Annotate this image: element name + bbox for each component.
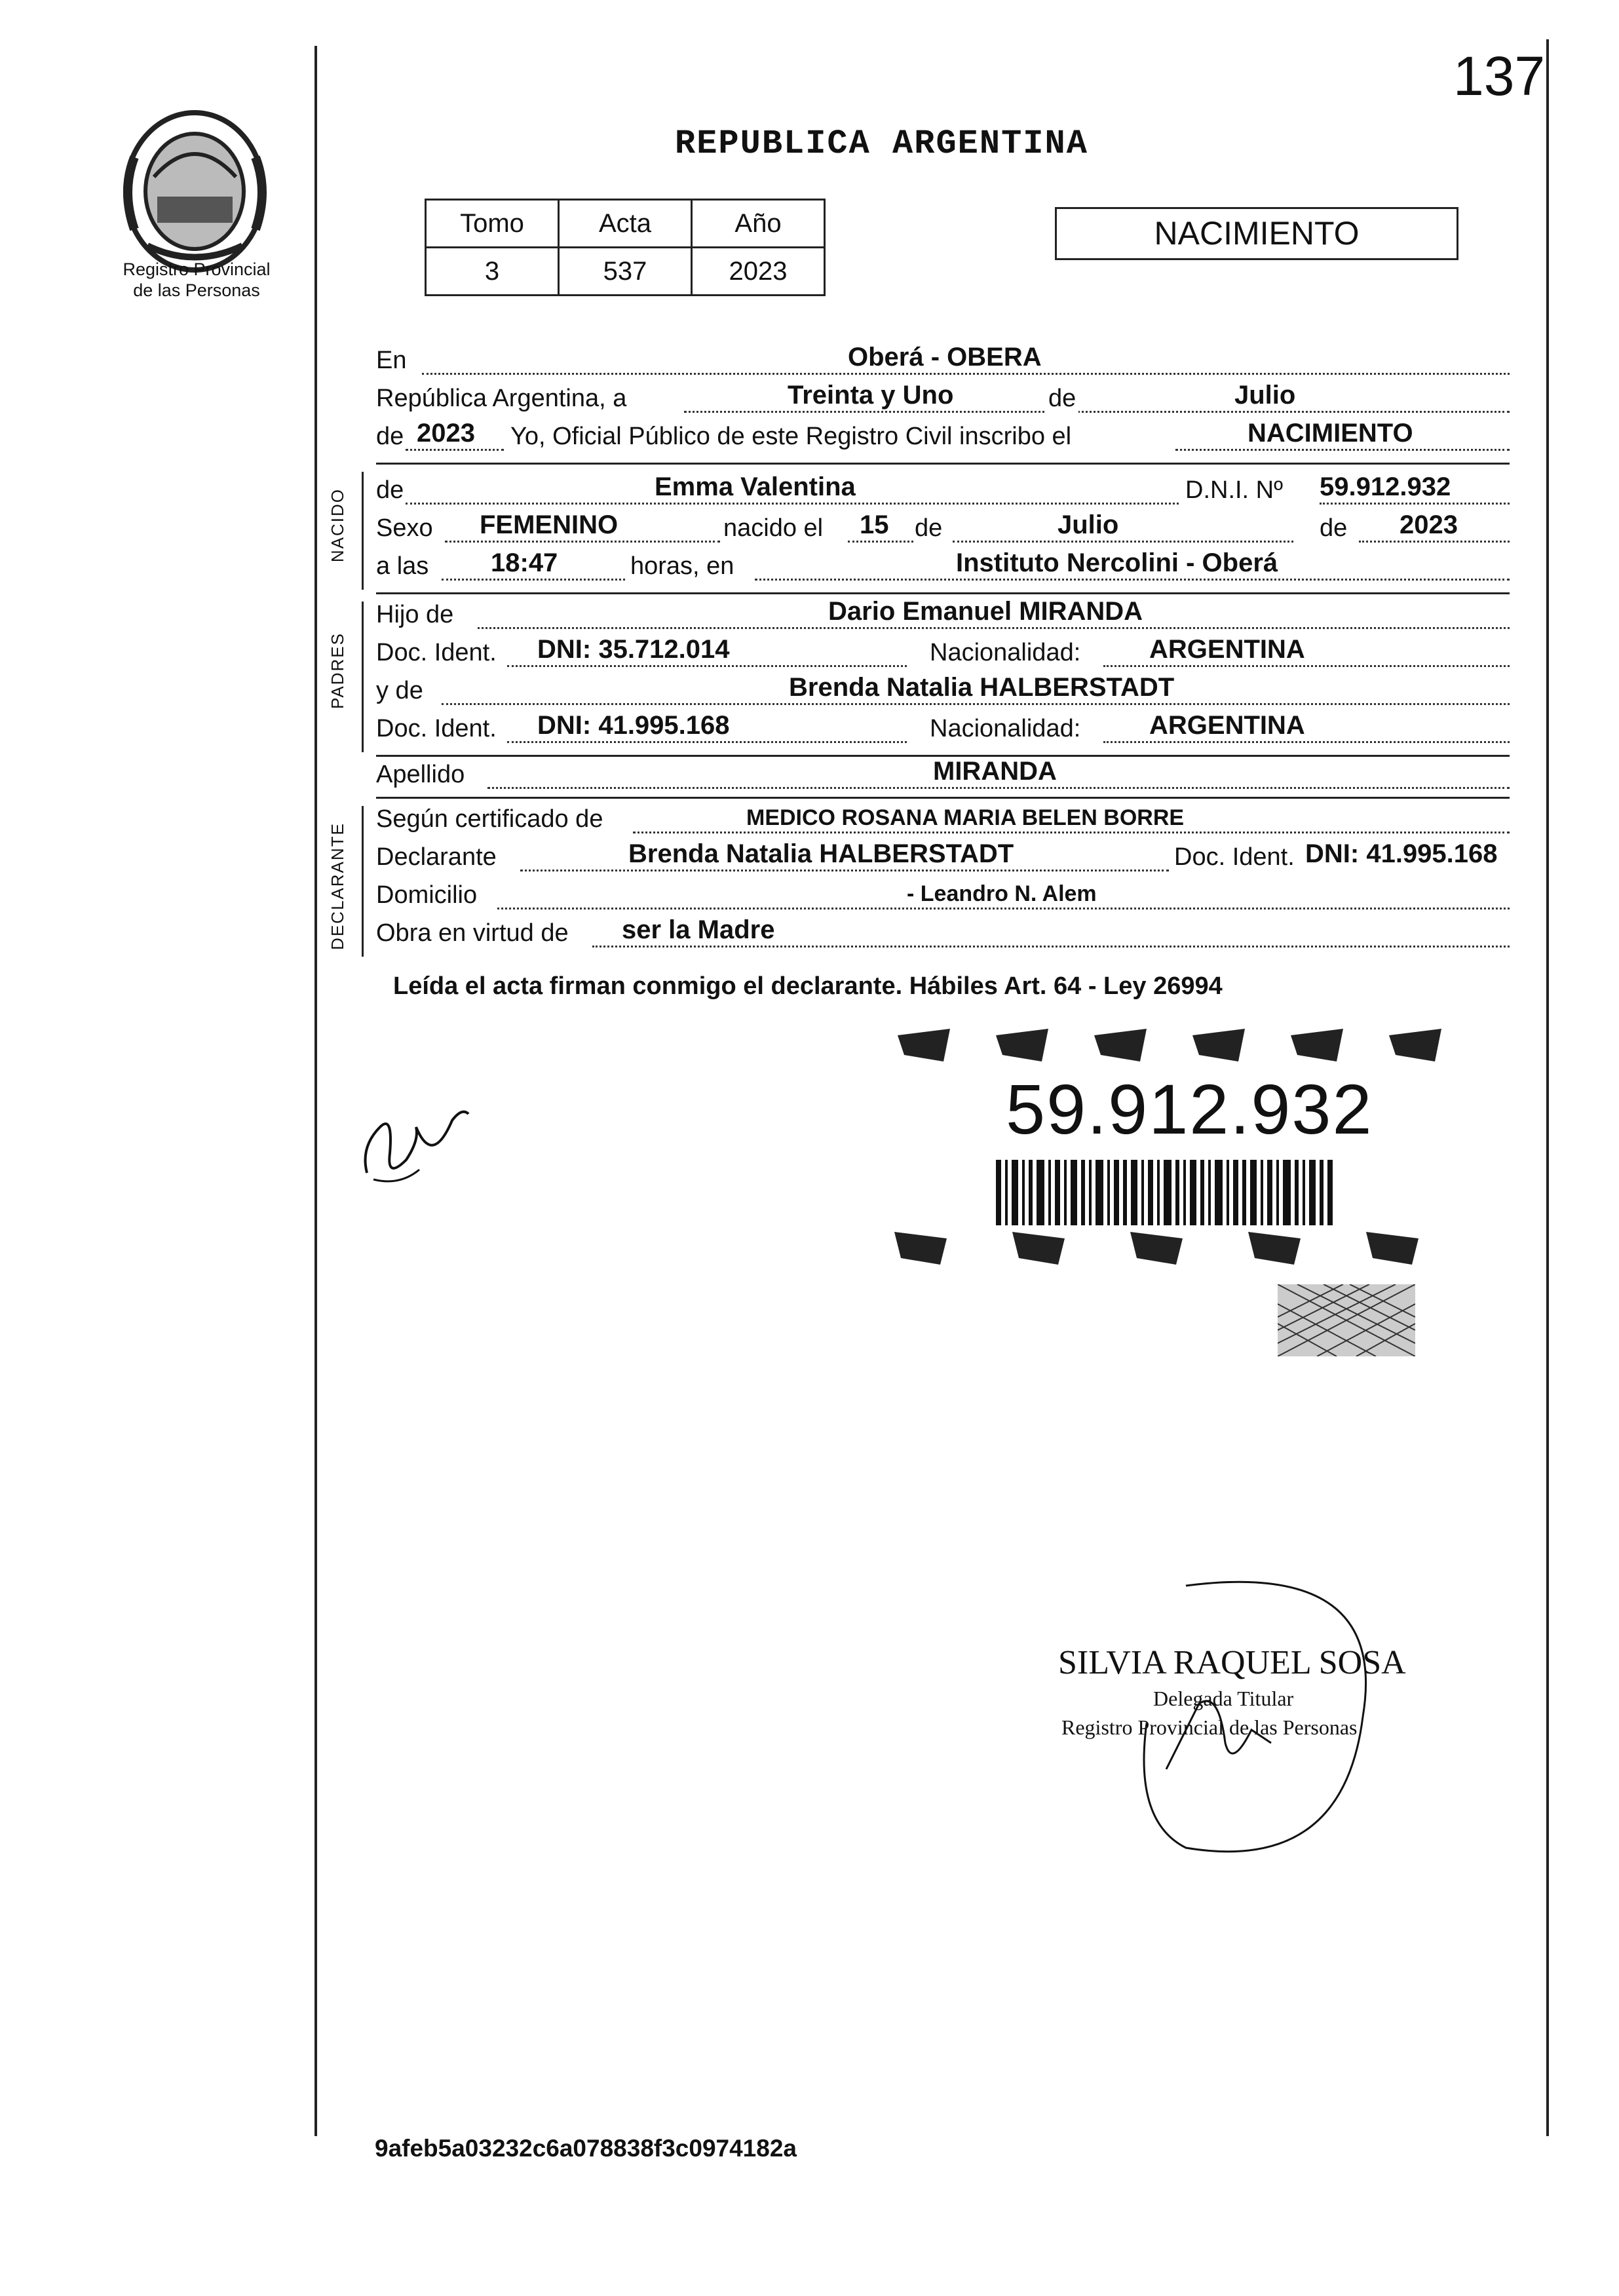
dotted-line [755,579,1510,581]
declarant-signature [354,1101,472,1196]
dotted-line [442,579,625,581]
registry-label-line2: de las Personas [133,280,260,300]
header-anio: Año [692,200,825,248]
official-office: Registro Provincial de las Personas [1061,1715,1358,1739]
date-label: República Argentina, a [376,385,627,412]
nacido-section-label: NACIDO [328,488,347,563]
nacido-born-day: 15 [860,510,889,539]
place-value: Oberá - OBERA [848,343,1042,372]
dotted-line [1359,541,1510,543]
apellido-value: MIRANDA [933,757,1057,786]
row-place [376,341,1510,380]
mother-label: y de [376,677,423,704]
nacido-born-year: 2023 [1400,510,1458,539]
nacido-sex-label: Sexo [376,514,433,542]
declarante-section-label: DECLARANTE [328,822,347,950]
section-divider [376,797,1510,799]
dotted-line [406,503,1179,505]
dotted-line [442,703,1510,705]
record-type-box: NACIMIENTO [1055,207,1458,260]
dotted-line [684,411,1510,413]
row-date [376,379,1510,418]
row-apellido [376,755,1510,794]
header-acta: Acta [559,200,692,248]
nacido-bracket [362,472,364,590]
left-margin-line [314,46,317,2136]
dotted-line [1103,741,1510,743]
nacido-born-label: nacido el [723,514,824,542]
stamp-number: 59.912.932 [1006,1069,1373,1149]
hologram-stamp [1278,1284,1415,1360]
section-divider [376,463,1510,465]
declarant-doc-label: Doc. Ident. [1174,843,1295,871]
security-stamp-bottom-band [894,1225,1484,1281]
closing-statement: Leída el acta firman conmigo el declarante. Hábiles Art. 64 - Ley 26994 [393,972,1223,1000]
row-certificate [376,799,1510,839]
dotted-line [953,541,1293,543]
nacido-name-label: de [376,476,404,504]
header-tomo: Tomo [426,200,559,248]
father-name: Dario Emanuel MIRANDA [828,597,1143,626]
declarant-label: Declarante [376,843,497,871]
declarant-name: Brenda Natalia HALBERSTADT [628,839,1014,868]
registration-value: NACIMIENTO [1248,419,1413,448]
document-hash: 9afeb5a03232c6a078838f3c0974182a [375,2135,797,2162]
registration-text: Yo, Oficial Público de este Registro Civil inscribo el [510,423,1072,450]
father-nat-label: Nacionalidad: [930,639,1081,666]
dotted-line [1320,503,1510,505]
father-nationality: ARGENTINA [1149,635,1305,664]
mother-nat-label: Nacionalidad: [930,715,1081,742]
registration-year: 2023 [417,419,475,448]
value-tomo: 3 [426,248,559,296]
value-anio: 2023 [692,248,825,296]
father-doc-label: Doc. Ident. [376,639,497,666]
dotted-line [445,541,720,543]
mother-name: Brenda Natalia HALBERSTADT [789,673,1175,702]
registry-label-line1: Registro Provincial [123,259,271,279]
row-registration [376,417,1510,456]
dotted-line [507,665,907,667]
dotted-line [848,541,913,543]
father-label: Hijo de [376,601,454,628]
dotted-line [507,741,907,743]
dotted-line [520,870,1169,871]
value-acta: 537 [559,248,692,296]
section-divider [376,592,1510,594]
row-nacido-name [376,470,1510,510]
province-seal-logo [108,105,282,278]
reference-table [425,199,826,296]
declarant-doc: DNI: 41.995.168 [1305,839,1498,868]
nacido-de1: de [915,514,943,542]
dotted-line [1103,665,1510,667]
dotted-line [422,373,1510,375]
nacido-born-month: Julio [1057,510,1119,539]
padres-bracket [362,602,364,752]
date-month: Julio [1234,381,1296,410]
registration-de-label: de [376,423,404,450]
date-de-label: de [1046,385,1078,413]
nacido-time: 18:47 [491,548,558,577]
page-number: 137 [1453,45,1546,107]
obra-label: Obra en virtud de [376,919,569,947]
nacido-sex: FEMENINO [480,510,619,539]
barcode [996,1160,1337,1229]
mother-nationality: ARGENTINA [1149,711,1305,740]
nacido-time-label: a las [376,552,429,580]
certificate-label: Según certificado de [376,805,603,833]
registry-label [98,259,295,301]
row-domicile [376,875,1510,915]
dotted-line [487,787,1510,789]
nacido-dni: 59.912.932 [1320,472,1451,501]
nacido-hours-label: horas, en [630,552,734,580]
place-label: En [376,347,407,374]
certificate-value: MEDICO ROSANA MARIA BELEN BORRE [746,805,1185,830]
domicile-label: Domicilio [376,881,478,909]
date-day: Treinta y Uno [788,381,954,410]
dotted-line [1175,449,1510,451]
nacido-place: Instituto Nercolini - Oberá [956,548,1278,577]
row-mother-doc [376,709,1510,748]
mother-doc-label: Doc. Ident. [376,715,497,742]
padres-section-label: PADRES [328,632,347,709]
row-nacido-sex [376,508,1510,548]
mother-doc: DNI: 41.995.168 [537,711,730,740]
declarante-bracket [362,806,364,957]
domicile-value: - Leandro N. Alem [907,881,1097,906]
document-title: REPUBLICA ARGENTINA [675,124,1088,163]
dotted-line [633,832,1510,833]
obra-value: ser la Madre [622,915,775,944]
row-father [376,595,1510,634]
dotted-line [497,908,1510,909]
dotted-line [478,627,1510,629]
right-margin-line [1546,39,1549,2136]
row-nacido-time [376,546,1510,586]
nacido-dni-label: D.N.I. Nº [1185,476,1283,504]
dotted-line [592,946,1510,947]
row-father-doc [376,633,1510,672]
official-name: SILVIA RAQUEL SOSA [1058,1644,1406,1681]
row-mother [376,671,1510,710]
nacido-de2: de [1320,514,1348,542]
nacido-name: Emma Valentina [655,472,856,501]
dotted-line [406,449,504,451]
apellido-label: Apellido [376,761,465,788]
father-doc: DNI: 35.712.014 [537,635,730,664]
official-role: Delegada Titular [1153,1687,1294,1710]
row-obra [376,913,1510,953]
row-declarant [376,837,1510,877]
